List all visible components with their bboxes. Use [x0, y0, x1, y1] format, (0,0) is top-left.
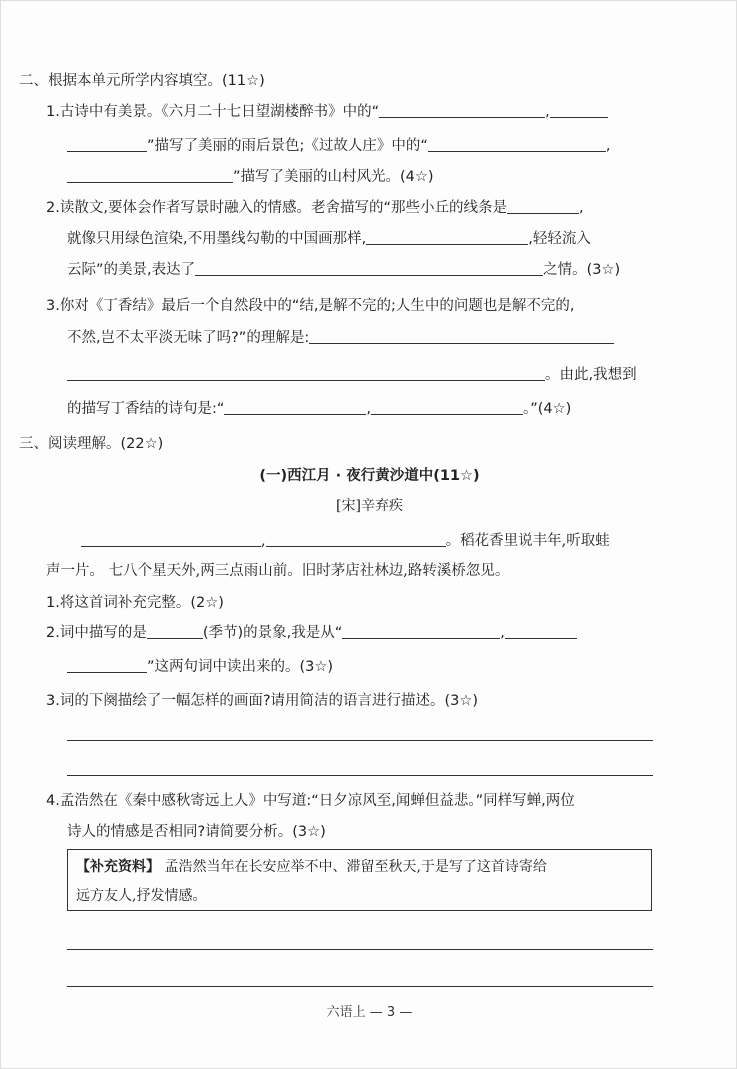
q3-text-b: 不然,岂不太平淡无味了吗?”的理解是:: [67, 330, 310, 346]
q3-blank-2[interactable]: [67, 366, 545, 381]
q1-blank-1[interactable]: [379, 103, 545, 118]
q1-blank-5[interactable]: [67, 168, 233, 183]
poem-blank-1[interactable]: [81, 532, 261, 547]
q1-line-2: [67, 136, 611, 156]
supplement-box: [67, 849, 652, 911]
q2-blank-2[interactable]: [366, 230, 528, 245]
q1-comma-2: ,: [605, 138, 611, 154]
q2-text-b: 就像只用绿色渲染,不用墨线勾勒的中国画那样,: [67, 231, 367, 247]
r-q2-text-a2: (季节)的景象,我是从“: [202, 625, 343, 641]
q3-line-2: [67, 328, 614, 348]
poem-title: (一)西江月 · 夜行黄沙道中(11☆): [259, 468, 480, 484]
q3-blank-3[interactable]: [224, 400, 366, 415]
section-3-heading: 三、阅读理解。(22☆): [19, 436, 164, 452]
q3-line-1: 3.你对《丁香结》最后一个自然段中的“结,是解不完的;人生中的问题也是解不完的,: [46, 298, 575, 314]
q1-blank-4[interactable]: [428, 137, 606, 152]
q3-line-3: [67, 365, 637, 385]
q1-blank-3[interactable]: [67, 137, 147, 152]
r-q3-answer-line-1[interactable]: [67, 740, 653, 741]
poem-line-1-tail: 。稻花香里说丰年,听取蛙: [445, 533, 610, 549]
r-q4-line-2: 诗人的情感是否相同?请简要分析。(3☆): [67, 824, 326, 840]
poem-blank-2[interactable]: [266, 532, 446, 547]
r-q2-blank-4[interactable]: [67, 658, 147, 673]
r-q4-answer-line-2[interactable]: [67, 986, 653, 987]
r-q3: 3.词的下阕描绘了一幅怎样的画面?请用简洁的语言进行描述。(3☆): [46, 693, 479, 709]
r-q2-blank-2[interactable]: [342, 624, 500, 639]
q3-blank-1[interactable]: [309, 329, 614, 344]
q3-line-4: 的描写丁香结的诗句是:“ , 。”(4☆): [67, 401, 572, 417]
q1-comma: ,: [545, 104, 550, 120]
r-q2-blank-1[interactable]: [147, 624, 203, 639]
r-q2-line-2: [67, 657, 333, 677]
q2-text-c2: 之情。(3☆): [543, 262, 621, 278]
page-footer: 六语上 — 3 —: [326, 1005, 413, 1020]
q2-text-c: 云际”的美景,表达了: [67, 262, 196, 278]
section-2-heading: 二、根据本单元所学内容填空。(11☆): [19, 73, 265, 89]
q1-line-3: [67, 167, 434, 187]
poem-author: [宋]辛弃疾: [336, 498, 403, 514]
q1-text-b: ”描写了美丽的雨后景色;《过故人庄》中的“: [147, 138, 428, 154]
supplement-line-1: [76, 857, 547, 877]
poem-comma: ,: [261, 533, 266, 549]
supplement-text-a: 孟浩然当年在长安应举不中、滞留至秋天,于是写了这首诗寄给: [164, 859, 547, 875]
q1-line-1: [46, 102, 608, 122]
r-q2-blank-3[interactable]: [505, 624, 577, 639]
r-q3-answer-line-2[interactable]: [67, 775, 653, 776]
q2-line-3: [67, 260, 620, 280]
q3-blank-4[interactable]: [371, 400, 523, 415]
q2-text-a: 2.读散文,要体会作者写景时融入的情感。老舍描写的“那些小丘的线条是: [46, 200, 507, 216]
q2-text-b2: ,轻轻流入: [528, 231, 591, 247]
r-q1: 1.将这首词补充完整。(2☆): [46, 595, 224, 611]
q3-text-d: 的描写丁香结的诗句是:“: [67, 401, 225, 417]
q2-blank-3[interactable]: [195, 261, 543, 276]
q1-text-c: ”描写了美丽的山村风光。(4☆): [233, 169, 434, 185]
q3-text-d2: 。”(4☆): [523, 401, 572, 417]
r-q4-line-1: 4.孟浩然在《秦中感秋寄远上人》中写道:“日夕凉风至,闻蝉但益悲。”同样写蝉,两位: [46, 793, 575, 809]
q2-line-2: [67, 229, 591, 249]
r-q2-line-1: [46, 623, 577, 643]
r-q2-text-b: ”这两句词中读出来的。(3☆): [147, 659, 334, 675]
r-q2-text-a: 2.词中描写的是: [46, 625, 147, 641]
q1-blank-2[interactable]: [550, 103, 608, 118]
r-q4-answer-line-1[interactable]: [67, 949, 653, 950]
q3-text-c: 。由此,我想到: [545, 367, 637, 383]
supplement-label: 【补充资料】: [76, 859, 160, 875]
q2-blank-1[interactable]: [507, 199, 579, 214]
q2-line-1: 2.读散文,要体会作者写景时融入的情感。老舍描写的“那些小丘的线条是 ,: [46, 200, 584, 216]
poem-line-2: 声一片。 七八个星天外,两三点雨山前。旧时茅店社林边,路转溪桥忽见。: [46, 563, 510, 579]
q1-text-a: 1.古诗中有美景。《六月二十七日望湖楼醉书》中的“: [46, 104, 380, 120]
poem-line-1: [81, 531, 610, 551]
r-q2-comma: ,: [500, 625, 505, 641]
supplement-text-b: 远方友人,抒发情感。: [76, 888, 207, 904]
